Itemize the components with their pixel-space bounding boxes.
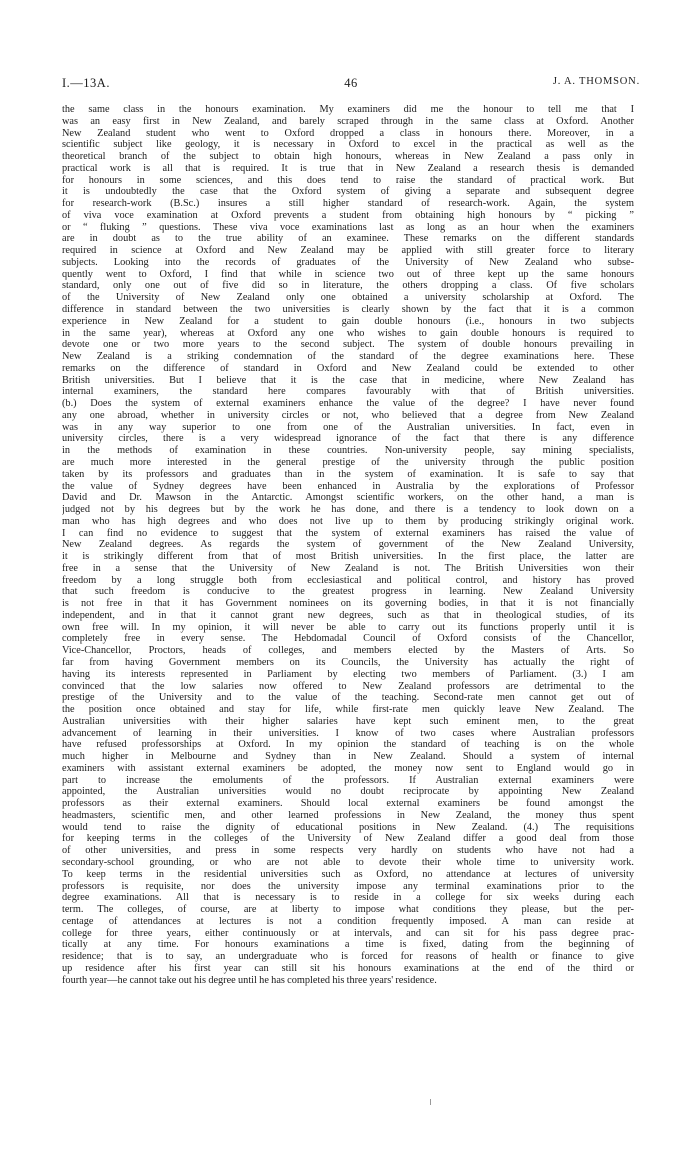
text-line: convinced that the low salaries now offered to New Zealand professors are detrimental to the bbox=[62, 680, 634, 692]
text-line: part to increase the emoluments of the professors. If Australian external examiners were bbox=[62, 774, 634, 786]
text-line: of other universities, and press in some respects very hardly on students who have not had a bbox=[62, 845, 634, 857]
text-line: devote one or two more years to the second subject. The system of double honours prevailing in bbox=[62, 339, 634, 351]
text-line: for research-work (B.Sc.) insures a still higher standard of research-work. Again, the system bbox=[62, 198, 634, 210]
text-line: subjects. Looking into the records of graduates of the University of New Zealand who subse- bbox=[62, 256, 634, 268]
text-line: up residence after his first year can still sit his honours examinations at the end of the third or bbox=[62, 962, 634, 974]
text-line: degree examinations. All that is necessary is to reside in a college for six weeks during each bbox=[62, 892, 634, 904]
text-line: for keeping terms in the colleges of the University of New Zealand differ a good deal from those bbox=[62, 833, 634, 845]
text-line: practical work is all that is required. It is true that in New Zealand a research thesis is demanded bbox=[62, 162, 634, 174]
page-number: 46 bbox=[344, 76, 358, 90]
text-line: was an easy first in New Zealand, and barely scraped through in the same class at Oxford. Another bbox=[62, 115, 634, 127]
text-line: that such freedom is conducive to the greatest progress in learning. New Zealand University bbox=[62, 586, 634, 598]
text-line: residence; that is to say, an undergraduate who is forced for reasons of health or finance to give bbox=[62, 951, 634, 963]
text-line: are much more interested in the general prestige of the university through the public position bbox=[62, 456, 634, 468]
stray-mark bbox=[430, 1099, 431, 1105]
text-line: judged not by his degrees but by the work he has done, and there is a tendency to look down on a bbox=[62, 504, 634, 516]
text-line: the same class in the honours examination. My examiners did me the honour to tell me that I bbox=[62, 104, 634, 115]
text-line: it is strikingly different from that of most British universities. In the first place, the latter are bbox=[62, 551, 634, 563]
text-line: New Zealand student who went to Oxford dropped a class in honours there. Moreover, in a bbox=[62, 127, 634, 139]
text-line: professors as their external examiners. Should local external examiners be found amongst the bbox=[62, 798, 634, 810]
text-line: David and Dr. Mawson in the Antarctic. Amongst scientific workers, on the other hand, a man is bbox=[62, 492, 634, 504]
text-line: of viva voce examination at Oxford prevents a student from obtaining high honours by “ picking ” bbox=[62, 209, 634, 221]
page-code: I.—13A. bbox=[62, 76, 110, 90]
text-line: To keep terms in the residential universities such as Oxford, no attendance at lectures of university bbox=[62, 868, 634, 880]
text-line: term. The colleges, of course, are at liberty to impose what conditions they please, but the per- bbox=[62, 904, 634, 916]
text-line: tically at any time. For honours examinations a time is fixed, dating from the beginning of bbox=[62, 939, 634, 951]
text-line: college for three years, either continuously or at intervals, and can sit for his pass degree prac- bbox=[62, 927, 634, 939]
text-line: man who has high degrees and who does not live up to them by producing strikingly original work. bbox=[62, 515, 634, 527]
text-line: headmasters, scientific men, and other learned professions in New Zealand, the money thus spent bbox=[62, 809, 634, 821]
text-line: scientific subject like geology, it is necessary in Oxford to excel in the practical as well as the bbox=[62, 139, 634, 151]
text-line: for honours in some sciences, and this does tend to raise the standard of practical work. But bbox=[62, 174, 634, 186]
text-line: completely free in every sense. The Hebdomadal Council of Oxford consists of the Chancellor, bbox=[62, 633, 634, 645]
text-line: freedom by a long struggle both from ecclesiastical and political control, and history has proved bbox=[62, 574, 634, 586]
text-line: appointed, the Australian universities would no doubt reciprocate by appointing New Zealand bbox=[62, 786, 634, 798]
text-line: advancement of learning in their universities. I know of two cases where Australian professors bbox=[62, 727, 634, 739]
text-line: of the University of New Zealand only one obtained a university scholarship at Oxford. The bbox=[62, 292, 634, 304]
text-line: required in science at Oxford and New Zealand may be applied with still greater force to literary bbox=[62, 245, 634, 257]
text-line: examiners with assistant external examiners be adopted, the money now sent to England would go in bbox=[62, 762, 634, 774]
text-line: have refused professorships at Oxford. In my opinion the standard of teaching is on the whole bbox=[62, 739, 634, 751]
text-line: was in any way superior to one from one of the Australian universities. In fact, even in bbox=[62, 421, 634, 433]
author-name: J. A. THOMSON. bbox=[552, 76, 640, 87]
text-line: own free will. In my opinion, it will never be able to carry out its functions properly until it is bbox=[62, 621, 634, 633]
text-line: centage of attendances at lectures is not a condition frequently imposed. A man can reside at bbox=[62, 915, 634, 927]
text-line: university circles, there is a very widespread ignorance of the fact that there is any difference bbox=[62, 433, 634, 445]
text-line: New Zealand is a striking condemnation of the standard of the degree examinations here. These bbox=[62, 351, 634, 363]
text-line: far from having Government members on its Councils, the University has actually the right of bbox=[62, 656, 634, 668]
text-line: are in doubt as to the true ability of an examinee. These remarks on the different standards bbox=[62, 233, 634, 245]
text-line: I can find no evidence to suggest that the system of external examiners has raised the value of bbox=[62, 527, 634, 539]
text-line: much higher in Melbourne and Sydney than in New Zealand. Should a system of internal bbox=[62, 751, 634, 763]
text-line: is not free in that it has Government nominees on its governing bodies, in that it is not financially bbox=[62, 598, 634, 610]
body-text bbox=[62, 104, 634, 986]
text-line: fourth year—he cannot take out his degree until he has completed his three years' residence. bbox=[62, 974, 437, 986]
text-line: New Zealand degrees. As regards the system of government of the New Zealand University, bbox=[62, 539, 634, 551]
text-line: remarks on the difference of standard in Oxford and New Zealand could be extended to other bbox=[62, 362, 634, 374]
page-header bbox=[62, 76, 640, 92]
text-line: secondary-school grounding, or who are not able to devote their whole time to university work. bbox=[62, 857, 634, 868]
text-line: free in a sense that the University of New Zealand is not. The British Universities won their bbox=[62, 562, 634, 574]
text-line: internal examiners, the standard here compares favourably with that of British universities. bbox=[62, 386, 634, 398]
text-line: theoretical branch of the subject to obtain high honours, whereas in New Zealand a pass only in bbox=[62, 151, 634, 163]
text-line: in the same year), whereas at Oxford any one who wishes to gain double honours is required to bbox=[62, 327, 634, 339]
text-line: prestige of the University and to the value of the teaching. Second-rate men cannot get out of bbox=[62, 692, 634, 704]
text-line: experience in New Zealand for a student to gain double honours (i.e., honours in two subjects bbox=[62, 315, 634, 327]
text-line: British universities. But I believe that it is the case that in medicine, where New Zealand has bbox=[62, 374, 634, 386]
text-line: Australian universities with their higher salaries have kept such eminent men, to the great bbox=[62, 715, 634, 727]
text-line: Vice-Chancellor, Proctors, heads of colleges, and members elected by the Masters of Arts. So bbox=[62, 645, 634, 657]
text-line: having its interests represented in Parliament by electing two members of Parliament. (3.) I am bbox=[62, 668, 634, 680]
text-line: professors is requisite, nor does the university impose any terminal examinations prior to the bbox=[62, 880, 634, 892]
text-line: any one abroad, whether in university circles or not, who believed that a degree from New Zealand bbox=[62, 409, 634, 421]
text-line: independent, and in that it cannot grant new degrees, such as that in theological studies, of its bbox=[62, 609, 634, 621]
text-line: it is undoubtedly the case that the Oxford system of giving a separate and subsequent degree bbox=[62, 186, 634, 198]
text-line: would tend to raise the dignity of educational positions in New Zealand. (4.) The requisitions bbox=[62, 821, 634, 833]
text-line: standard, only one out of five did so in literature, the others dropping a class. Of five scholars bbox=[62, 280, 634, 292]
text-line: quently went to Oxford, I find that while in science two out of three kept up the same honours bbox=[62, 268, 634, 280]
text-line: taken by its professors and graduates than in the system of examination. It is safe to say that bbox=[62, 468, 634, 480]
text-line: (b.) Does the system of external examiners enhance the value of the degree? I have never found bbox=[62, 398, 634, 410]
text-line: the position once obtained and stay for life, while first-rate men quickly leave New Zealand. The bbox=[62, 704, 634, 716]
text-line: difference in standard between the two universities is clearly shown by the fact that it is a common bbox=[62, 304, 634, 316]
text-line: in the methods of examination in these countries. Non-university people, say mining specialists, bbox=[62, 445, 634, 457]
text-line: or “ fluking ” questions. These viva voce examinations last as long as an hour when the examiners bbox=[62, 221, 634, 233]
text-line: the value of Sydney degrees have been enhanced in Australia by the explorations of Professor bbox=[62, 480, 634, 492]
